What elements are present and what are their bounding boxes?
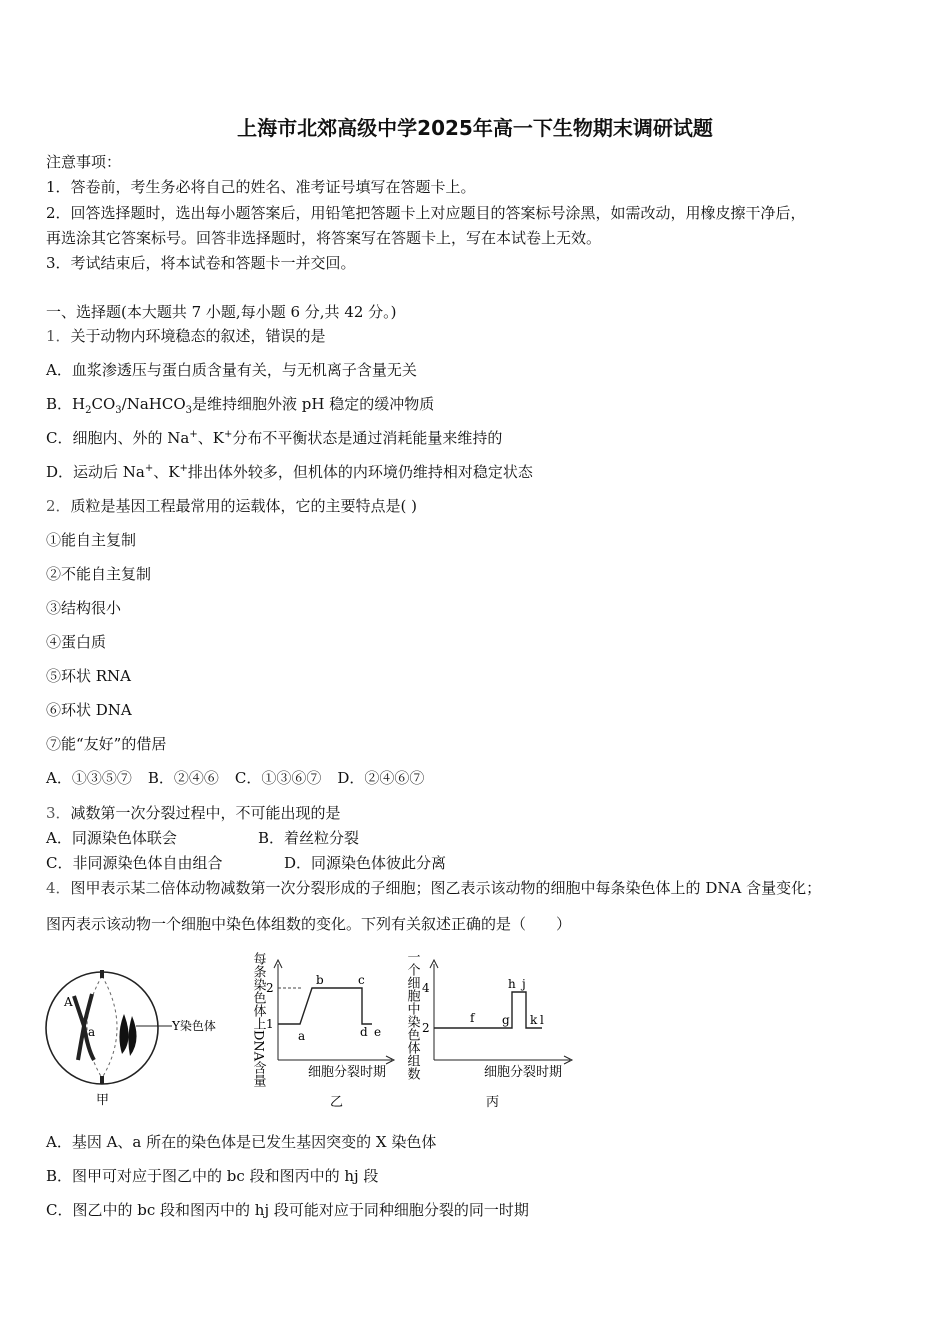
q1-option-d [46, 462, 533, 482]
notice-item-3: 3．考试结束后，将本试卷和答题卡一并交回。 [46, 254, 356, 272]
subscript: 3 [115, 405, 122, 416]
superscript: + [189, 429, 198, 440]
point-label: l [540, 1013, 544, 1027]
notice-item-2-cont: 再选涂其它答案标号。回答非选择题时，将答案写在答题卡上，写在本试卷上无效。 [46, 229, 602, 247]
q2-option-b: B．②④⑥ [147, 769, 219, 787]
y-chromosome [119, 1014, 128, 1054]
question-text: 减数第一次分裂过程中，不可能出现的是 [70, 804, 341, 822]
y-axis-label: 每条染色体上DNA含量 [250, 952, 266, 1088]
text-part: C．细胞内、外的 Na [46, 429, 190, 447]
question-number: 3． [46, 804, 71, 822]
point-label: f [470, 1011, 475, 1025]
text-part: 排出体外较多，但机体的内环境仍维持相对稳定状态 [187, 463, 533, 481]
q1-option-a: A．血浆渗透压与蛋白质含量有关，与无机离子含量无关 [46, 361, 417, 379]
gene-label: a [88, 1025, 96, 1039]
q2-item: ④蛋白质 [46, 633, 107, 651]
figure-bing [402, 948, 574, 1116]
q4-option-b: B．图甲可对应于图乙中的 bc 段和图丙中的 hj 段 [46, 1167, 379, 1185]
question-text: 图甲表示某二倍体动物减数第一次分裂形成的子细胞；图乙表示该动物的细胞中每条染色体上的 DNA 含量变化； [70, 879, 822, 897]
figure-caption: 甲 [96, 1093, 110, 1108]
q2-option-d: D．②④⑥⑦ [337, 769, 425, 787]
text-part: 、K [153, 463, 180, 481]
q2-item: ⑥环状 DNA [46, 701, 132, 719]
text-part: B．H [46, 395, 86, 413]
point-label: g [502, 1013, 510, 1027]
point-label: d [360, 1025, 368, 1039]
y-tick-label: 4 [422, 981, 430, 995]
question-text: 关于动物内环境稳态的叙述，错误的是 [70, 327, 326, 345]
point-label: h [508, 977, 516, 991]
figure-yi [246, 948, 396, 1116]
y-axis-label: 一个细胞中染色体组数 [404, 950, 420, 1080]
gene-label: A [64, 995, 73, 1009]
question-number: 2． [46, 497, 71, 515]
point-label: j [522, 977, 526, 991]
q2-option-a: A．①③⑤⑦ [46, 769, 132, 787]
q1-option-b [46, 394, 434, 414]
q2-item: ②不能自主复制 [46, 565, 152, 583]
question-4-stem [46, 878, 821, 898]
text-part: 是维持细胞外液 pH 稳定的缓冲物质 [192, 395, 435, 413]
text-part: 分布不平衡状态是通过消耗能量来维持的 [232, 429, 503, 447]
subscript: 2 [85, 405, 92, 416]
point-label: b [316, 973, 324, 987]
text-part: /NaHCO [121, 395, 186, 413]
q1-option-c [46, 428, 502, 448]
x-axis-label: 细胞分裂时期 [484, 1065, 563, 1080]
q4-option-a: A．基因 A、a 所在的染色体是已发生基因突变的 X 染色体 [46, 1133, 437, 1151]
notice-heading: 注意事项： [46, 153, 122, 171]
y-tick-label: 1 [266, 1017, 274, 1031]
q2-item: ⑤环状 RNA [46, 667, 132, 685]
centriole [100, 970, 104, 978]
q2-option-c: C．①③⑥⑦ [234, 769, 322, 787]
text-part: D．运动后 Na [46, 463, 145, 481]
x-axis-label: 细胞分裂时期 [308, 1065, 387, 1080]
subscript: 3 [185, 405, 192, 416]
superscript: + [179, 463, 188, 474]
exam-title: 上海市北郊高级中学2025年高一下生物期末调研试题 [237, 116, 713, 140]
q3-option-a: A．同源染色体联会 [46, 829, 177, 847]
y-chromosome-label: Y染色体 [172, 1019, 216, 1033]
figure-jia [44, 960, 234, 1110]
question-4-stem-cont: 图丙表示该动物一个细胞中染色体组数的变化。下列有关叙述正确的是（ ） [46, 915, 572, 933]
q2-item: ①能自主复制 [46, 531, 137, 549]
q3-option-b: B．着丝粒分裂 [258, 829, 360, 847]
cell-membrane [46, 972, 158, 1084]
superscript: + [223, 429, 233, 440]
q2-item: ⑦能“友好”的借居 [46, 735, 167, 753]
section-heading: 一、选择题(本大题共 7 小题,每小题 6 分,共 42 分。) [46, 303, 397, 321]
dna-content-line [278, 988, 372, 1024]
question-2-stem [46, 496, 417, 516]
point-label: e [374, 1025, 382, 1039]
q3-option-d: D．同源染色体彼此分离 [284, 854, 447, 872]
notice-item-2: 2．回答选择题时，选出每小题答案后，用铅笔把答题卡上对应题目的答案标号涂黑，如需改动，用橡皮擦干净后， [46, 204, 806, 222]
point-label: k [530, 1013, 538, 1027]
y-tick-label: 2 [266, 981, 274, 995]
question-text: 质粒是基因工程最常用的运载体，它的主要特点是( ) [70, 497, 418, 515]
figure-caption: 丙 [486, 1095, 500, 1110]
spindle [102, 976, 117, 1078]
y-chromosome [128, 1016, 136, 1056]
q2-item: ③结构很小 [46, 599, 122, 617]
question-3-stem [46, 803, 341, 823]
q2-options [46, 768, 440, 788]
figure-caption: 乙 [330, 1095, 344, 1110]
superscript: + [144, 463, 154, 474]
q3-option-c: C．非同源染色体自由组合 [46, 854, 223, 872]
chromosome-set-line [434, 992, 542, 1028]
question-number: 1． [46, 327, 71, 345]
text-part: 、K [197, 429, 224, 447]
point-label: a [298, 1029, 306, 1043]
text-part: CO [91, 395, 116, 413]
point-label: c [358, 973, 365, 987]
q4-option-c: C．图乙中的 bc 段和图丙中的 hj 段可能对应于同种细胞分裂的同一时期 [46, 1201, 529, 1219]
notice-item-1: 1．答卷前，考生务必将自己的姓名、准考证号填写在答题卡上。 [46, 178, 476, 196]
centriole [100, 1076, 104, 1084]
question-number: 4． [46, 879, 71, 897]
y-tick-label: 2 [422, 1021, 430, 1035]
question-1-stem [46, 326, 326, 346]
